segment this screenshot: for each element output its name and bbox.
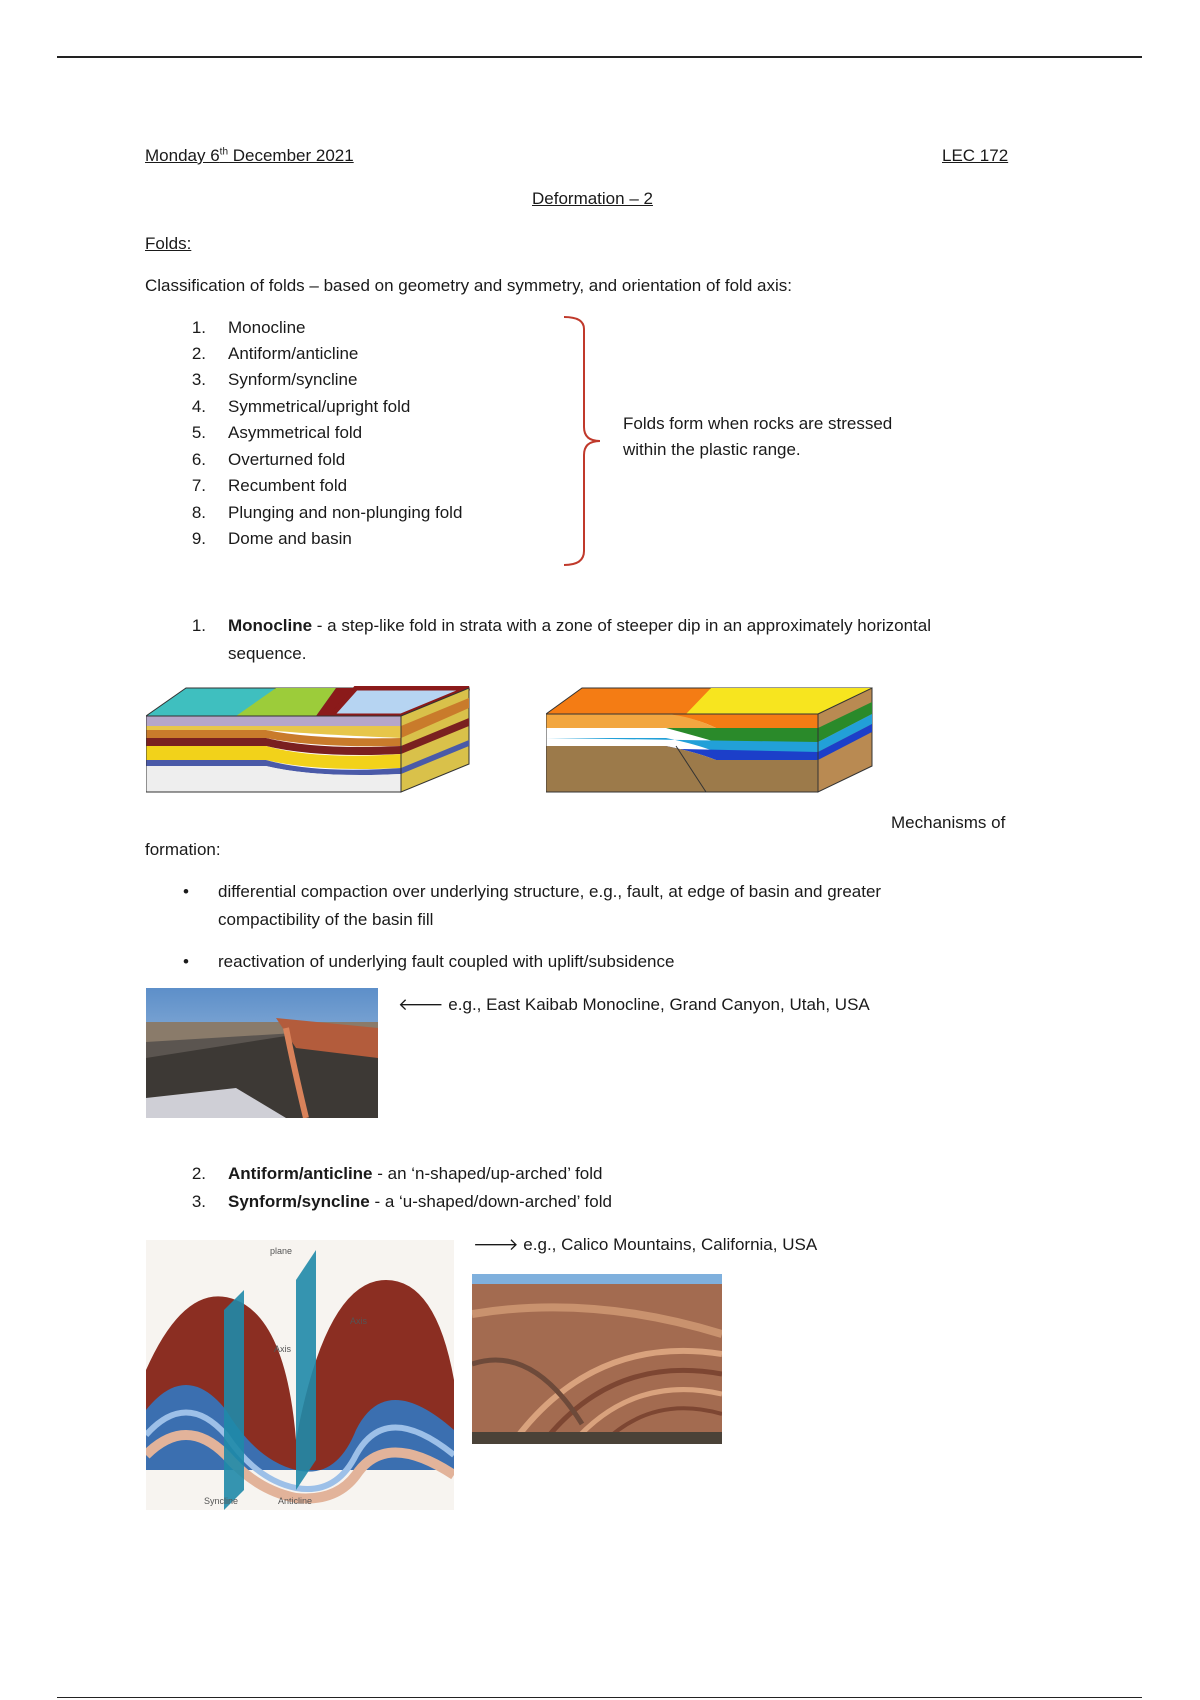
bullet-icon: • — [183, 882, 189, 901]
anticline-label: Anticline — [278, 1496, 313, 1506]
mechanism-bullet-1-cont: compactibility of the basin fill — [218, 910, 434, 929]
list-item: 5. Asymmetrical fold — [191, 423, 363, 442]
synform-definition: 3. Synform/syncline - a ‘u-shaped/down-arched’ fold — [191, 1192, 612, 1211]
east-kaibab-photo — [146, 988, 378, 1118]
monocline-diagram-right — [546, 686, 874, 794]
monocline-diagram-left — [146, 686, 471, 794]
monocline-definition-cont: sequence. — [228, 644, 307, 663]
folds-heading: Folds: — [145, 234, 192, 253]
date-heading: Monday 6th December 2021 — [145, 146, 354, 165]
curly-brace — [560, 315, 610, 567]
list-item: 2. Antiform/anticline — [191, 344, 359, 363]
list-item: 9. Dome and basin — [191, 529, 352, 548]
anticline-syncline-diagram — [146, 1240, 454, 1510]
monocline-definition: 1. Monocline - a step-like fold in strata with a zone of steeper dip in an approximately horizontal — [191, 616, 932, 635]
kaibab-caption: 🡐 e.g., East Kaibab Monocline, Grand Canyon, Utah, USA — [398, 995, 870, 1014]
page-title: Deformation – 2 — [532, 189, 653, 208]
list-item: 8. Plunging and non-plunging fold — [191, 503, 463, 522]
list-item: 6. Overturned fold — [191, 450, 346, 469]
mechanisms-heading-part1: Mechanisms of — [891, 813, 1006, 832]
top-rule — [57, 56, 1142, 58]
bottom-rule — [57, 1697, 1142, 1698]
brace-note-line2: within the plastic range. — [623, 440, 801, 459]
brace-note-line1: Folds form when rocks are stressed — [623, 414, 893, 433]
mechanisms-heading-part2: formation: — [145, 840, 221, 859]
calico-mountains-photo — [472, 1274, 722, 1444]
list-item: 3. Synform/syncline — [191, 370, 358, 389]
mechanism-bullet-1: differential compaction over underlying structure, e.g., fault, at edge of basin and greater — [218, 882, 882, 901]
classification-text: Classification of folds – based on geometry and symmetry, and orientation of fold axis: — [145, 276, 792, 295]
bullet-icon: • — [183, 952, 189, 971]
calico-caption: 🡒 e.g., Calico Mountains, California, USA — [473, 1235, 818, 1254]
axis-label: Axis — [350, 1316, 368, 1326]
mechanism-bullet-2: reactivation of underlying fault coupled with uplift/subsidence — [218, 952, 675, 971]
course-code: LEC 172 — [942, 146, 1009, 165]
list-item: 1. Monocline — [191, 318, 306, 337]
axis-label-2: Axis — [274, 1344, 292, 1354]
plane-label: plane — [270, 1246, 293, 1256]
antiform-definition: 2. Antiform/anticline - an ‘n-shaped/up-arched’ fold — [191, 1164, 603, 1183]
syncline-label: Syncline — [204, 1496, 239, 1506]
list-item: 7. Recumbent fold — [191, 476, 348, 495]
list-item: 4. Symmetrical/upright fold — [191, 397, 411, 416]
